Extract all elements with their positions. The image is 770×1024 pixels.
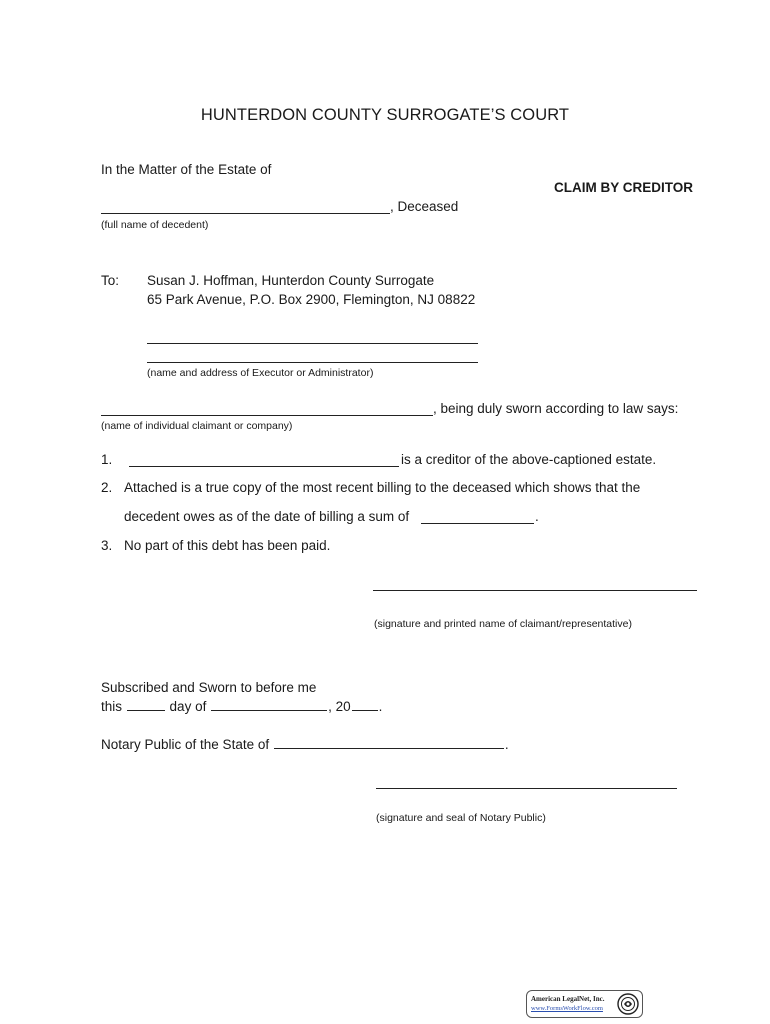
statement-3-text: No part of this debt has been paid.	[124, 538, 331, 553]
claimant-signature-hint: (signature and printed name of claimant/representative)	[374, 618, 632, 630]
legal-seal-icon	[617, 993, 639, 1015]
surrogate-line: Susan J. Hoffman, Hunterdon County Surrogate	[147, 273, 435, 288]
jurat-line-1: Subscribed and Sworn to before me	[101, 680, 317, 695]
logo-company: American LegalNet, Inc.	[531, 995, 605, 1003]
to-label: To:	[101, 273, 120, 288]
american-legalnet-logo	[526, 990, 643, 1018]
court-address-line: 65 Park Avenue, P.O. Box 2900, Flemington, NJ 08822	[147, 292, 476, 307]
notary-label: Notary Public of the State of	[101, 737, 270, 752]
notary-end: .	[504, 737, 509, 752]
deceased-label: , Deceased	[390, 199, 459, 214]
estate-intro: In the Matter of the Estate of	[101, 162, 272, 177]
executor-address-field[interactable]	[147, 362, 478, 363]
jurat-line-2	[101, 698, 382, 714]
statement-2-text: Attached is a true copy of the most recent billing to the deceased which shows that the	[124, 480, 641, 495]
jurat-end: .	[378, 699, 383, 714]
executor-name-field[interactable]	[147, 343, 478, 344]
logo-url[interactable]: www.FormsWorkFlow.com	[531, 1005, 603, 1012]
notary-signature-field[interactable]	[376, 788, 677, 789]
form-title: CLAIM BY CREDITOR	[554, 180, 694, 195]
statement-2-number: 2.	[101, 480, 113, 495]
day-of-label: day of	[169, 699, 207, 714]
claimant-hint: (name of individual claimant or company)	[101, 420, 293, 432]
statement-2-continuation: decedent owes as of the date of billing a sum of	[124, 509, 410, 524]
year-field[interactable]	[352, 698, 378, 711]
sworn-statement: , being duly sworn according to law says:	[433, 401, 679, 416]
creditor-name-field[interactable]	[129, 466, 399, 467]
statement-3-number: 3.	[101, 538, 113, 553]
day-field[interactable]	[127, 698, 165, 711]
claimant-name-field[interactable]	[101, 415, 433, 416]
statement-2-end: .	[535, 509, 539, 524]
month-field[interactable]	[211, 698, 327, 711]
executor-hint: (name and address of Executor or Administrator)	[147, 367, 374, 379]
notary-state-field[interactable]	[274, 736, 504, 749]
claimant-signature-field[interactable]	[373, 590, 697, 591]
decedent-name-field[interactable]	[101, 213, 390, 214]
amount-owed-field[interactable]	[421, 523, 534, 524]
decedent-hint: (full name of decedent)	[101, 219, 209, 231]
year-prefix: , 20	[328, 699, 351, 714]
page-title: HUNTERDON COUNTY SURROGATE’S COURT	[200, 106, 570, 124]
statement-1-text: is a creditor of the above-captioned estate.	[401, 452, 657, 467]
notary-line	[101, 736, 509, 752]
this-label: this	[101, 699, 123, 714]
statement-1-number: 1.	[101, 452, 113, 467]
notary-signature-hint: (signature and seal of Notary Public)	[376, 812, 546, 824]
